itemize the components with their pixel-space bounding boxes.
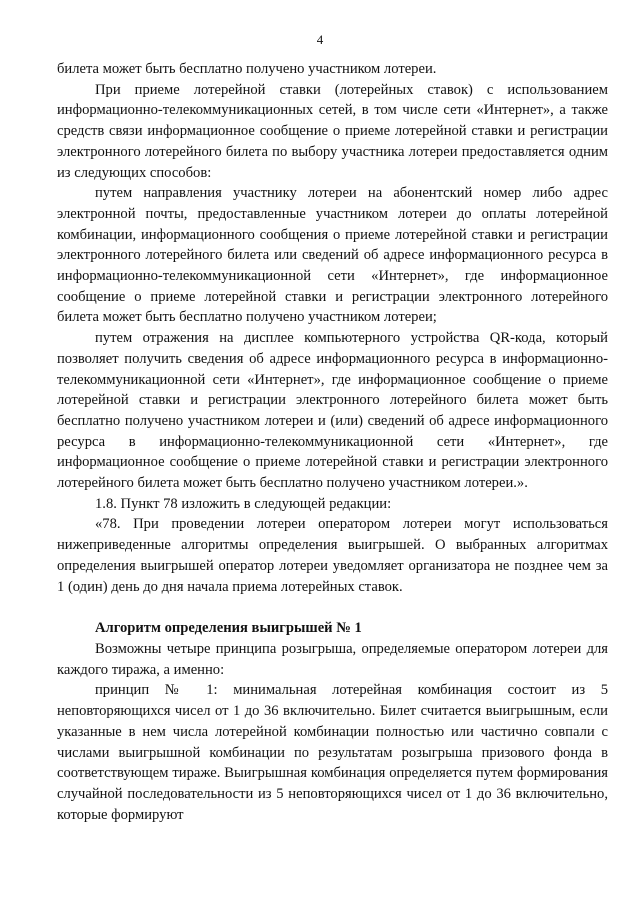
paragraph-method-qr-code: путем отражения на дисплее компьютерного устройства QR-кода, который позволяет получить сведения об адресе информационного ресурса в информационно-телекоммуникационной сети «Интернет», где информационное сообщение о приеме лотерейной ставки и регистрации электронного лотерейного билета может быть бесплатно получено участником лотереи и (или) сведений об адресе информационного ресурса в информационно-телекоммуникационной сети «Интернет», где информационное сообщение о приеме лотерейной ставки и регистрации электронного лотерейного билета может быть бесплатно получено участником лотереи.».: [57, 330, 608, 492]
paragraph-principle-1: принцип № 1: минимальная лотерейная комбинация состоит из 5 неповторяющихся чисел от 1 до 36 включительно. Билет считается выигрышным, если указанные в нем числа лотерейной комбинации полностью или частично совпали с числами выигрышной комбинации по результатам розыгрыша призового фонда в соответствующем тираже. Выигрышная комбинация определяется путем формирования случайной последовательности из 5 неповторяющихся чисел от 1 до 36 включительно, которые формируют: [57, 682, 608, 823]
paragraph-draw-principles: Возможны четыре принципа розыгрыша, определяемые оператором лотереи для каждого тиража, а именно:: [57, 640, 608, 678]
paragraph-continuation: билета может быть бесплатно получено участником лотереи.: [57, 61, 437, 77]
document-body: [57, 59, 608, 825]
paragraph-method-message: путем направления участнику лотереи на абонентский номер либо адрес электронной почты, предоставленные участником лотереи до оплаты лотерейной комбинации, информационного сообщения о приеме лотерейной ставки и регистрации электронного лотерейного билета или сведений об адресе информационного ресурса в информационно-телекоммуникационной сети «Интернет», где информационное сообщение о приеме лотерейной ставки и регистрации электронного лотерейного билета может быть бесплатно получено участником лотереи;: [57, 185, 608, 326]
paragraph-amendment-1-8: 1.8. Пункт 78 изложить в следующей редакции:: [95, 495, 392, 512]
page-number: 4: [316, 32, 324, 47]
paragraph-clause-78: «78. При проведении лотереи оператором лотереи могут использоваться нижеприведенные алгоритмы определения выигрышей. О выбранных алгоритмах определения выигрышей оператор лотереи уведомляет организатора не позднее чем за 1 (один) день до дня начала приема лотерейных ставок.: [57, 516, 608, 595]
paragraph-lottery-bet-receipt: При приеме лотерейной ставки (лотерейных ставок) с использованием информационно-телекоммуникационных сетей, в том числе сети «Интернет», а также средств связи информационное сообщение о приеме лотерейной ставки и регистрации электронного лотерейного билета по выбору участника лотереи предоставляется одним из следующих способов:: [57, 81, 608, 181]
section-heading-algorithm-1: Алгоритм определения выигрышей № 1: [95, 620, 362, 637]
